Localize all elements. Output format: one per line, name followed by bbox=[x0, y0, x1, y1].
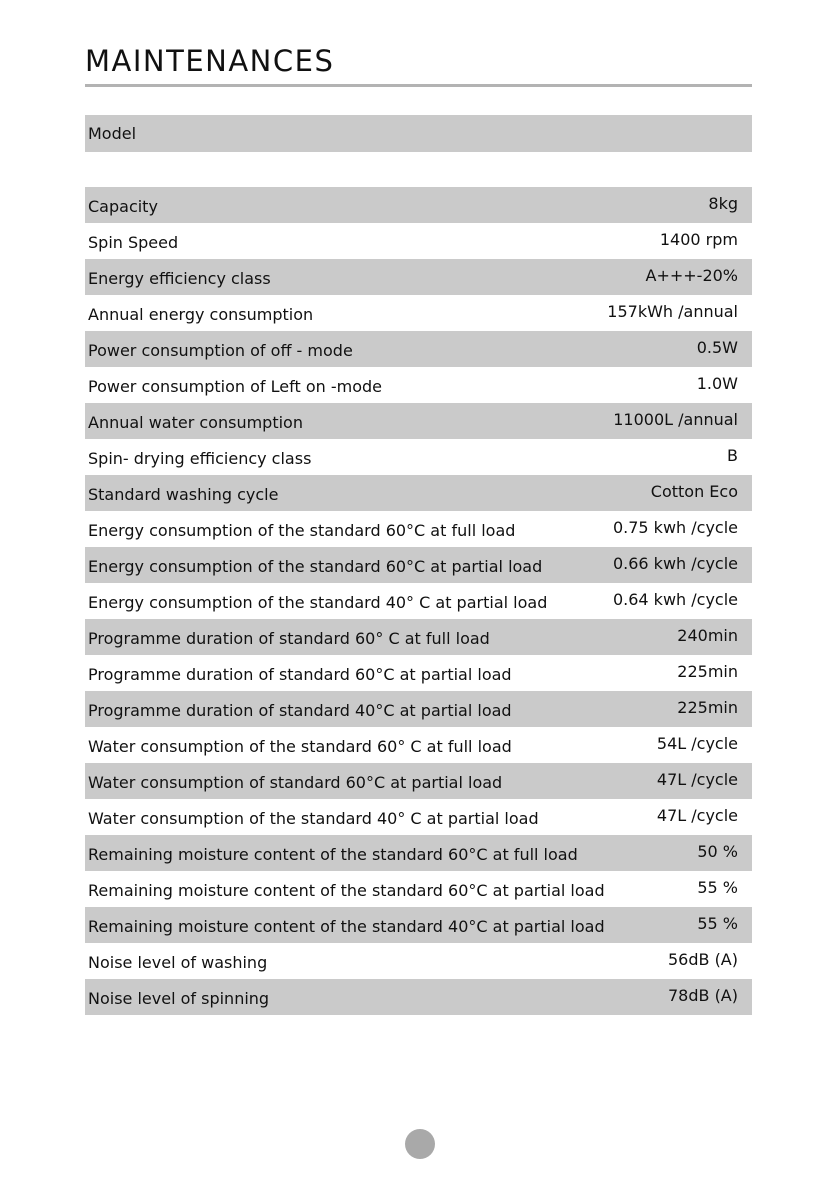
spec-label: Programme duration of standard 60°C at partial load bbox=[88, 664, 512, 684]
page-number-dot bbox=[405, 1129, 435, 1159]
spec-value: 1400 rpm bbox=[659, 230, 738, 249]
table-row bbox=[85, 907, 752, 943]
spec-value: 1.0W bbox=[696, 374, 738, 393]
spec-value: 0.75 kwh /cycle bbox=[612, 518, 738, 537]
table-row bbox=[85, 835, 752, 871]
table-row bbox=[85, 763, 752, 799]
spec-label: Noise level of washing bbox=[88, 952, 268, 972]
spec-value: 0.5W bbox=[696, 338, 738, 357]
spec-label: Power consumption of Left on -mode bbox=[88, 376, 382, 396]
model-label: Model bbox=[88, 124, 137, 143]
spec-value: 50 % bbox=[697, 842, 738, 861]
spec-value: 240min bbox=[677, 626, 738, 645]
table-row bbox=[85, 871, 752, 907]
spec-value: 8kg bbox=[708, 194, 738, 213]
spec-label: Water consumption of the standard 40° C at partial load bbox=[88, 808, 539, 828]
table-row bbox=[85, 223, 752, 259]
table-row bbox=[85, 943, 752, 979]
title-divider bbox=[85, 84, 752, 87]
table-row bbox=[85, 331, 752, 367]
table-row bbox=[85, 655, 752, 691]
spec-label: Spin- drying efficiency class bbox=[88, 448, 312, 468]
spec-value: 157kWh /annual bbox=[607, 302, 738, 321]
spec-value: 0.64 kwh /cycle bbox=[612, 590, 738, 609]
table-row bbox=[85, 475, 752, 511]
page-title: MAINTENANCES bbox=[85, 44, 335, 78]
table-row bbox=[85, 295, 752, 331]
spec-label: Capacity bbox=[88, 196, 158, 216]
spec-label: Water consumption of standard 60°C at partial load bbox=[88, 772, 503, 792]
spec-label: Water consumption of the standard 60° C at full load bbox=[88, 736, 512, 756]
spec-value: 78dB (A) bbox=[667, 986, 738, 1005]
table-row bbox=[85, 187, 752, 223]
spec-value: 0.66 kwh /cycle bbox=[612, 554, 738, 573]
spec-label: Power consumption of off - mode bbox=[88, 340, 353, 360]
table-row bbox=[85, 259, 752, 295]
spec-value: 225min bbox=[677, 698, 738, 717]
spec-value: B bbox=[727, 446, 738, 465]
spec-label: Annual water consumption bbox=[88, 412, 303, 432]
spec-value: A+++-20% bbox=[645, 266, 738, 285]
spec-label: Remaining moisture content of the standard 60°C at partial load bbox=[88, 880, 605, 900]
table-row bbox=[85, 403, 752, 439]
table-row bbox=[85, 799, 752, 835]
spec-label: Remaining moisture content of the standard 40°C at partial load bbox=[88, 916, 605, 936]
table-row bbox=[85, 511, 752, 547]
spec-value: 11000L /annual bbox=[613, 410, 738, 429]
spec-value: 47L /cycle bbox=[656, 806, 738, 825]
spec-label: Programme duration of standard 40°C at partial load bbox=[88, 700, 512, 720]
spec-label: Programme duration of standard 60° C at full load bbox=[88, 628, 490, 648]
table-row bbox=[85, 367, 752, 403]
spec-value: 47L /cycle bbox=[656, 770, 738, 789]
spec-value: 55 % bbox=[697, 914, 738, 933]
spec-label: Energy consumption of the standard 60°C at full load bbox=[88, 520, 516, 540]
spec-label: Energy consumption of the standard 60°C at partial load bbox=[88, 556, 543, 576]
table-row bbox=[85, 691, 752, 727]
table-row bbox=[85, 979, 752, 1015]
spec-label: Annual energy consumption bbox=[88, 304, 314, 324]
table-row bbox=[85, 547, 752, 583]
model-row bbox=[85, 115, 752, 152]
spec-value: 54L /cycle bbox=[656, 734, 738, 753]
table-row bbox=[85, 583, 752, 619]
table-row bbox=[85, 619, 752, 655]
spec-label: Spin Speed bbox=[88, 232, 179, 252]
spec-value: Cotton Eco bbox=[650, 482, 738, 501]
table-row bbox=[85, 727, 752, 763]
spec-value: 56dB (A) bbox=[667, 950, 738, 969]
spec-label: Noise level of spinning bbox=[88, 988, 270, 1008]
table-row bbox=[85, 439, 752, 475]
spec-value: 55 % bbox=[697, 878, 738, 897]
spec-label: Energy consumption of the standard 40° C at partial load bbox=[88, 592, 548, 612]
spec-value: 225min bbox=[677, 662, 738, 681]
spec-label: Energy efficiency class bbox=[88, 268, 271, 288]
spec-label: Remaining moisture content of the standard 60°C at full load bbox=[88, 844, 578, 864]
spec-label: Standard washing cycle bbox=[88, 484, 279, 504]
spec-table bbox=[85, 187, 752, 1015]
